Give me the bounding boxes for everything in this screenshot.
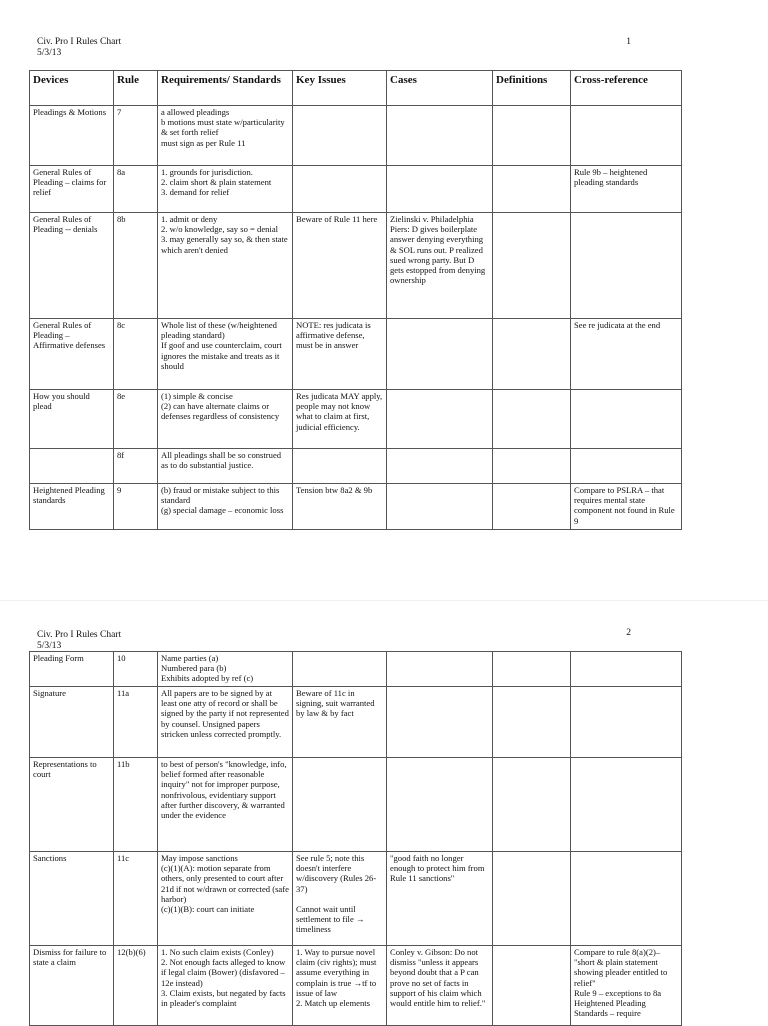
crossref-cell [571, 687, 682, 758]
definitions-cell [493, 390, 571, 449]
table-row [30, 687, 682, 758]
crossref-cell: Compare to PSLRA – that requires mental state component not found in Rule 9 [571, 484, 682, 530]
crossref-cell: Compare to rule 8(a)(2)– "short & plain statement showing pleader entitled to relief" Rule 9 – exceptions to 8a Heightened Pleading Standards – require [571, 946, 682, 1026]
crossref-cell [571, 852, 682, 946]
page-number: 2 [626, 628, 631, 638]
table-row [30, 946, 682, 1026]
rule-cell: 12(b)(6) [114, 946, 158, 1026]
table-row [30, 213, 682, 319]
requirements-cell: 1. admit or deny 2. w/o knowledge, say so = denial 3. may generally say so, & then state which aren't denied [158, 213, 293, 319]
column-header: Definitions [493, 71, 571, 106]
cases-cell [387, 484, 493, 530]
requirements-cell: 1. grounds for jurisdiction. 2. claim short & plain statement 3. demand for relief [158, 166, 293, 213]
device-cell: Sanctions [30, 852, 114, 946]
device-cell: General Rules of Pleading -- denials [30, 213, 114, 319]
table-row [30, 449, 682, 484]
page-number: 1 [626, 37, 631, 47]
key-issues-cell [293, 652, 387, 687]
cases-cell [387, 106, 493, 166]
table-row [30, 106, 682, 166]
rule-cell: 7 [114, 106, 158, 166]
key-issues-cell [293, 449, 387, 484]
device-cell: Pleading Form [30, 652, 114, 687]
page-header [37, 37, 121, 59]
key-issues-cell [293, 166, 387, 213]
device-cell: General Rules of Pleading – Affirmative defenses [30, 319, 114, 390]
crossref-cell [571, 652, 682, 687]
crossref-cell [571, 213, 682, 319]
definitions-cell [493, 852, 571, 946]
rule-cell: 9 [114, 484, 158, 530]
rule-cell: 11c [114, 852, 158, 946]
definitions-cell [493, 213, 571, 319]
definitions-cell [493, 652, 571, 687]
column-header: Cross-reference [571, 71, 682, 106]
table-row [30, 652, 682, 687]
rule-cell: 8e [114, 390, 158, 449]
document-page-2 [0, 600, 768, 1025]
crossref-cell: See re judicata at the end [571, 319, 682, 390]
crossref-cell [571, 758, 682, 852]
cases-cell [387, 652, 493, 687]
definitions-cell [493, 687, 571, 758]
table-row [30, 758, 682, 852]
requirements-cell: (b) fraud or mistake subject to this standard (g) special damage – economic loss [158, 484, 293, 530]
crossref-cell [571, 449, 682, 484]
cases-cell [387, 166, 493, 213]
column-header: Cases [387, 71, 493, 106]
table-row [30, 319, 682, 390]
key-issues-cell: NOTE: res judicata is affirmative defense, must be in answer [293, 319, 387, 390]
definitions-cell [493, 484, 571, 530]
cases-cell: "good faith no longer enough to protect him from Rule 11 sanctions" [387, 852, 493, 946]
table-row [30, 484, 682, 530]
definitions-cell [493, 319, 571, 390]
rules-table [29, 651, 682, 1026]
rule-cell: 8f [114, 449, 158, 484]
device-cell: Dismiss for failure to state a claim [30, 946, 114, 1026]
cases-cell [387, 390, 493, 449]
crossref-cell: Rule 9b – heightened pleading standards [571, 166, 682, 213]
cases-cell [387, 687, 493, 758]
definitions-cell [493, 946, 571, 1026]
device-cell: Pleadings & Motions [30, 106, 114, 166]
crossref-cell [571, 106, 682, 166]
key-issues-cell: Beware of Rule 11 here [293, 213, 387, 319]
rule-cell: 11a [114, 687, 158, 758]
device-cell: How you should plead [30, 390, 114, 449]
requirements-cell: All papers are to be signed by at least one atty of record or shall be signed by the party if not represented by counsel. Unsigned papers stricken unless corrected promptly. [158, 687, 293, 758]
column-header: Key Issues [293, 71, 387, 106]
definitions-cell [493, 758, 571, 852]
requirements-cell: Name parties (a) Numbered para (b) Exhibits adopted by ref (c) [158, 652, 293, 687]
requirements-cell: to best of person's "knowledge, info, belief formed after reasonable inquiry" not for improper purpose, nonfrivolous, evidentiary support after further discovery, & warranted under the evidence [158, 758, 293, 852]
device-cell: General Rules of Pleading – claims for relief [30, 166, 114, 213]
rule-cell: 10 [114, 652, 158, 687]
definitions-cell [493, 106, 571, 166]
requirements-cell: a allowed pleadings b motions must state w/particularity & set forth relief must sign as per Rule 11 [158, 106, 293, 166]
document-date: 5/3/13 [37, 48, 62, 58]
rule-cell: 8b [114, 213, 158, 319]
column-header: Devices [30, 71, 114, 106]
document-date: 5/3/13 [37, 641, 62, 651]
column-header: Rule [114, 71, 158, 106]
requirements-cell: (1) simple & concise (2) can have alternate claims or defenses regardless of consistency [158, 390, 293, 449]
rules-table [29, 70, 682, 530]
device-cell: Heightened Pleading standards [30, 484, 114, 530]
rule-cell: 8a [114, 166, 158, 213]
definitions-cell [493, 166, 571, 213]
key-issues-cell [293, 758, 387, 852]
requirements-cell: 1. No such claim exists (Conley) 2. Not enough facts alleged to know if legal claim (Bower) (disfavored – 12e instead) 3. Claim exists, but negated by facts in pleader's complaint [158, 946, 293, 1026]
rule-cell: 11b [114, 758, 158, 852]
cases-cell [387, 319, 493, 390]
requirements-cell: All pleadings shall be so construed as to do substantial justice. [158, 449, 293, 484]
document-title: Civ. Pro I Rules Chart [37, 37, 122, 47]
device-cell: Representations to court [30, 758, 114, 852]
table-row [30, 852, 682, 946]
key-issues-cell: Res judicata MAY apply, people may not know what to claim at first, judicial efficiency. [293, 390, 387, 449]
requirements-cell: May impose sanctions (c)(1)(A): motion separate from others, only presented to court after 21d if not w/drawn or corrected (safe harbor) (c)(1)(B): court can initiate [158, 852, 293, 946]
rule-cell: 8c [114, 319, 158, 390]
key-issues-cell: 1. Way to pursue novel claim (civ rights); must assume everything in complain is true →tf to issue of law 2. Match up elements [293, 946, 387, 1026]
device-cell: Signature [30, 687, 114, 758]
key-issues-cell: See rule 5; note this doesn't interfere w/discovery (Rules 26-37) Cannot wait until settlement to file → timeliness [293, 852, 387, 946]
table-header-row [30, 71, 682, 106]
table-row [30, 166, 682, 213]
document-title: Civ. Pro I Rules Chart [37, 630, 122, 640]
column-header: Requirements/ Standards [158, 71, 293, 106]
crossref-cell [571, 390, 682, 449]
key-issues-cell [293, 106, 387, 166]
cases-cell: Zielinski v. Philadelphia Piers: D gives boilerplate answer denying everything & SOL runs out. P realized sued wrong party. But D gets estopped from denying ownership [387, 213, 493, 319]
cases-cell [387, 758, 493, 852]
cases-cell [387, 449, 493, 484]
device-cell [30, 449, 114, 484]
definitions-cell [493, 449, 571, 484]
table-row [30, 390, 682, 449]
key-issues-cell: Tension btw 8a2 & 9b [293, 484, 387, 530]
requirements-cell: Whole list of these (w/heightened pleading standard) If goof and use counterclaim, court ignores the mistake and treats as it should [158, 319, 293, 390]
key-issues-cell: Beware of 11c in signing, suit warranted by law & by fact [293, 687, 387, 758]
page-header [37, 630, 121, 652]
cases-cell: Conley v. Gibson: Do not dismiss "unless it appears beyond doubt that a P can prove no set of facts in support of his claim which would entitle him to relief." [387, 946, 493, 1026]
